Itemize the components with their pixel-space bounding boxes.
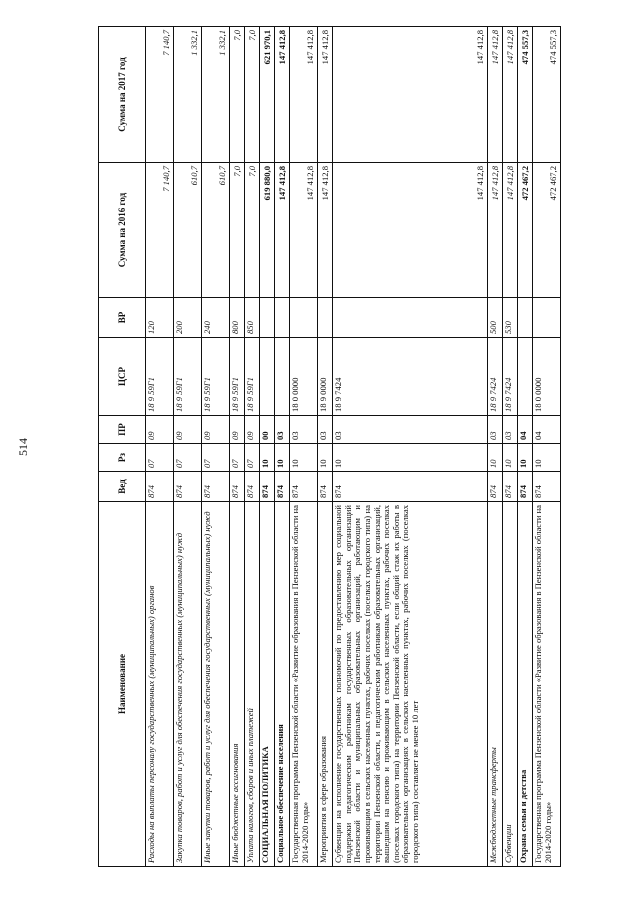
cell-name: Государственная программа Пензенской области «Развитие образования в Пензенской области на 2014-2020 годы» [290,502,318,867]
cell-rz: 10 [260,444,275,472]
cell-name: Охрана семьи и детства [518,502,533,867]
cell-sum-2017: 474 557,3 [533,27,561,163]
header-name: Наименование [99,502,146,867]
cell-pr: 00 [260,416,275,444]
table-row [488,27,503,867]
cell-name: Мероприятия в сфере образования [318,502,333,867]
cell-vr [333,298,488,338]
cell-ved: 874 [518,472,533,502]
cell-sum-2017: 1 332,1 [174,27,202,163]
cell-csr: 18 0 0000 [533,338,561,416]
cell-ved: 874 [533,472,561,502]
cell-name: Иные бюджетные ассигнования [230,502,245,867]
cell-name: СОЦИАЛЬНАЯ ПОЛИТИКА [260,502,275,867]
cell-name: Социальное обеспечение населения [275,502,290,867]
cell-ved: 874 [174,472,202,502]
cell-vr: 200 [174,298,202,338]
header-vr: ВР [99,298,146,338]
cell-name: Межбюджетные трансферты [488,502,503,867]
cell-sum-2016: 610,7 [202,163,230,298]
cell-ved: 874 [503,472,518,502]
cell-rz: 10 [275,444,290,472]
cell-pr: 09 [245,416,260,444]
cell-pr: 09 [202,416,230,444]
cell-sum-2017: 147 412,8 [503,27,518,163]
cell-pr: 03 [318,416,333,444]
cell-ved: 874 [202,472,230,502]
cell-vr [518,298,533,338]
header-sum-2017: Сумма на 2017 год [99,27,146,163]
table-row [533,27,561,867]
cell-sum-2017: 147 412,8 [488,27,503,163]
cell-ved: 874 [146,472,174,502]
cell-vr [290,298,318,338]
cell-ved: 874 [333,472,488,502]
cell-rz: 10 [488,444,503,472]
cell-sum-2016: 147 412,8 [318,163,333,298]
page-number: 514 [16,438,30,456]
cell-csr: 18 9 59Г1 [202,338,230,416]
cell-sum-2017: 474 557,3 [518,27,533,163]
cell-sum-2016: 147 412,8 [290,163,318,298]
table-body [146,27,561,867]
cell-ved: 874 [488,472,503,502]
cell-sum-2016: 7 140,7 [146,163,174,298]
cell-sum-2016: 147 412,8 [333,163,488,298]
cell-sum-2016: 147 412,8 [488,163,503,298]
cell-pr: 03 [290,416,318,444]
cell-sum-2016: 7,0 [245,163,260,298]
cell-csr: 18 9 59Г1 [146,338,174,416]
cell-rz: 07 [174,444,202,472]
table-row [174,27,202,867]
header-pr: ПР [99,416,146,444]
cell-name: Субвенции [503,502,518,867]
cell-pr: 03 [503,416,518,444]
cell-csr [518,338,533,416]
cell-pr: 09 [230,416,245,444]
table-row [275,27,290,867]
cell-vr: 240 [202,298,230,338]
cell-vr: 800 [230,298,245,338]
cell-rz: 10 [533,444,561,472]
cell-rz: 10 [503,444,518,472]
cell-sum-2017: 7 140,7 [146,27,174,163]
cell-vr [318,298,333,338]
cell-vr: 500 [488,298,503,338]
cell-pr: 03 [488,416,503,444]
table-row [260,27,275,867]
cell-rz: 07 [146,444,174,472]
cell-name: Иные закупки товаров, работ и услуг для обеспечения государственных (муниципальных) нужд [202,502,230,867]
cell-sum-2016: 619 880,0 [260,163,275,298]
cell-sum-2017: 147 412,8 [318,27,333,163]
cell-sum-2017: 7,0 [230,27,245,163]
cell-pr: 03 [333,416,488,444]
cell-csr: 18 9 0000 [318,338,333,416]
cell-pr: 04 [533,416,561,444]
cell-vr [275,298,290,338]
cell-csr: 18 9 7424 [488,338,503,416]
cell-sum-2016: 610,7 [174,163,202,298]
cell-sum-2017: 147 412,8 [290,27,318,163]
cell-name: Закупка товаров, работ и услуг для обеспечения государственных (муниципальных) нужд [174,502,202,867]
cell-vr: 530 [503,298,518,338]
cell-csr: 18 9 7424 [333,338,488,416]
header-row [99,27,146,867]
cell-csr [275,338,290,416]
cell-pr: 09 [146,416,174,444]
cell-rz: 07 [245,444,260,472]
cell-sum-2017: 621 970,1 [260,27,275,163]
cell-csr [260,338,275,416]
header-csr: ЦСР [99,338,146,416]
cell-sum-2016: 147 412,8 [275,163,290,298]
table-row [318,27,333,867]
rotated-page-content [98,27,559,867]
cell-name: Субвенции на исполнение государственных полномочий по предоставлению мер социальной поддержки педагогическим работникам государственных образовательных организаций Пензенской области и муниципальных образовательных организаций, работающим и проживающим в сельских населенных пунктах, рабочих поселках (поселках городского типа) на территории Пензенской области, и педагогическим работникам образовательных организаций, вышедшим на пенсию и проживающим в сельских населенных пунктах, рабочих поселках (поселках городского типа) на территории Пензенской области, если общий стаж их работы в образовательных организациях в сельских населенных пунктах, рабочих поселках (поселках городского типа) составляет не менее 10 лет [333,502,488,867]
cell-name: Расходы на выплаты персоналу государственных (муниципальных) органов [146,502,174,867]
table-row [230,27,245,867]
cell-name: Государственная программа Пензенской области «Развитие образования в Пензенской области на 2014-2020 годы» [533,502,561,867]
cell-sum-2017: 147 412,8 [275,27,290,163]
cell-pr: 09 [174,416,202,444]
cell-sum-2016: 7,0 [230,163,245,298]
table-row [518,27,533,867]
cell-sum-2016: 472 467,2 [518,163,533,298]
cell-sum-2017: 1 332,1 [202,27,230,163]
cell-csr: 18 9 59Г1 [230,338,245,416]
table-row [202,27,230,867]
cell-ved: 874 [275,472,290,502]
cell-vr: 850 [245,298,260,338]
header-ved: Вед [99,472,146,502]
cell-sum-2017: 7,0 [245,27,260,163]
table-row [503,27,518,867]
cell-csr: 18 9 59Г1 [174,338,202,416]
cell-sum-2017: 147 412,8 [333,27,488,163]
cell-vr: 120 [146,298,174,338]
table-row [333,27,488,867]
header-rz: Рз [99,444,146,472]
cell-csr: 18 9 59Г1 [245,338,260,416]
cell-ved: 874 [318,472,333,502]
cell-csr: 18 9 7424 [503,338,518,416]
cell-sum-2016: 147 412,8 [503,163,518,298]
cell-rz: 07 [202,444,230,472]
cell-name: Уплата налогов, сборов и иных платежей [245,502,260,867]
header-sum-2016: Сумма на 2016 год [99,163,146,298]
cell-vr [260,298,275,338]
cell-pr: 04 [518,416,533,444]
cell-rz: 10 [290,444,318,472]
table-row [146,27,174,867]
budget-table [98,26,561,867]
cell-ved: 874 [245,472,260,502]
rotated-table-container [98,27,559,867]
cell-rz: 10 [333,444,488,472]
cell-rz: 10 [318,444,333,472]
cell-pr: 03 [275,416,290,444]
table-row [245,27,260,867]
cell-vr [533,298,561,338]
cell-sum-2016: 472 467,2 [533,163,561,298]
table-row [290,27,318,867]
cell-ved: 874 [230,472,245,502]
cell-rz: 07 [230,444,245,472]
cell-ved: 874 [260,472,275,502]
cell-rz: 10 [518,444,533,472]
cell-csr: 18 0 0000 [290,338,318,416]
cell-ved: 874 [290,472,318,502]
